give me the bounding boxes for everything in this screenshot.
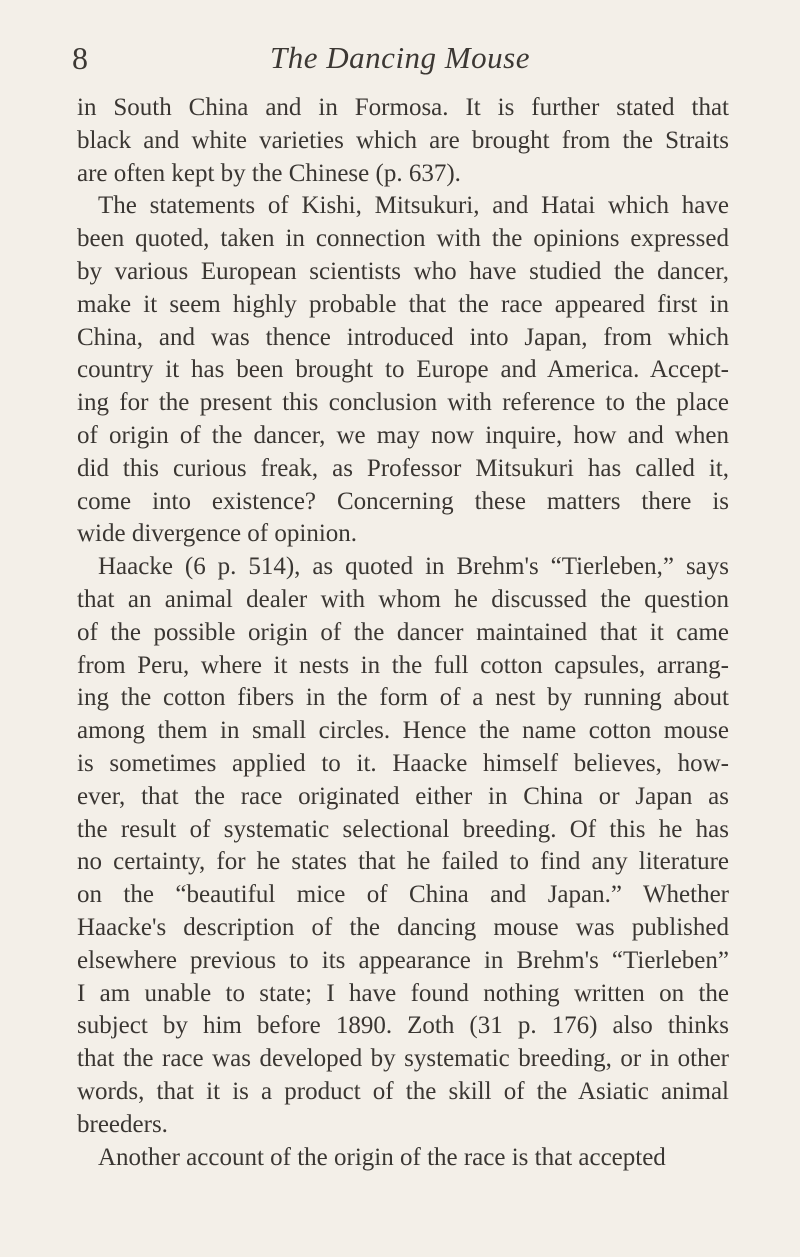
page-header	[0, 40, 800, 80]
text-line: subject by him before 1890. Zoth (31 p. 176) also thinks	[77, 1012, 729, 1040]
text-line: breeders.	[77, 1110, 168, 1138]
text-line: the result of systematic selectional breeding. Of this he has	[77, 815, 729, 843]
text-line: Haacke's description of the dancing mouse was published	[77, 913, 729, 941]
text-line: China, and was thence introduced into Japan, from which	[77, 323, 729, 351]
body-text	[77, 92, 729, 1174]
text-line: come into existence? Concerning these matters there is	[77, 487, 729, 515]
text-line: Another account of the origin of the race is that accepted	[98, 1143, 666, 1171]
text-line: in South China and in Formosa. It is further stated that	[77, 94, 729, 121]
text-line: did this curious freak, as Professor Mitsukuri has called it,	[77, 454, 729, 482]
text-line: no certainty, for he states that he failed to find any literature	[77, 848, 729, 876]
text-line: black and white varieties which are brought from the Straits	[77, 126, 729, 154]
text-line: been quoted, taken in connection with the opinions expressed	[77, 225, 729, 253]
text-line: words, that it is a product of the skill of the Asiatic animal	[77, 1077, 729, 1105]
text-line: by various European scientists who have studied the dancer,	[77, 257, 729, 285]
text-line: on the “beautiful mice of China and Japan.” Whether	[77, 881, 729, 909]
text-line: ing for the present this conclusion with reference to the place	[77, 389, 729, 417]
text-line: wide divergence of opinion.	[77, 520, 358, 548]
text-line: The statements of Kishi, Mitsukuri, and Hatai which have	[98, 192, 729, 220]
text-line: among them in small circles. Hence the name cotton mouse	[77, 717, 729, 745]
text-line: Haacke (6 p. 514), as quoted in Brehm's “Tierleben,” says	[98, 553, 729, 581]
text-line: from Peru, where it nests in the full cotton capsules, arrang-	[77, 651, 729, 679]
text-line: of the possible origin of the dancer maintained that it came	[77, 618, 729, 646]
text-line: country it has been brought to Europe and America. Accept-	[77, 356, 729, 384]
text-line: of origin of the dancer, we may now inquire, how and when	[77, 421, 729, 449]
text-line: that an animal dealer with whom he discussed the question	[77, 585, 729, 613]
running-title: The Dancing Mouse	[270, 40, 530, 75]
text-line: ing the cotton fibers in the form of a nest by running about	[77, 684, 729, 712]
text-line: is sometimes applied to it. Haacke himself believes, how-	[77, 749, 729, 777]
text-line: make it seem highly probable that the race appeared first in	[77, 290, 729, 318]
text-line: elsewhere previous to its appearance in Brehm's “Tierleben”	[77, 946, 729, 974]
text-line: ever, that the race originated either in China or Japan as	[77, 782, 729, 810]
text-line: that the race was developed by systematic breeding, or in other	[77, 1045, 729, 1073]
text-line: I am unable to state; I have found nothing written on the	[77, 979, 729, 1007]
page-number: 8	[72, 40, 88, 76]
text-line: are often kept by the Chinese (p. 637).	[77, 159, 461, 187]
